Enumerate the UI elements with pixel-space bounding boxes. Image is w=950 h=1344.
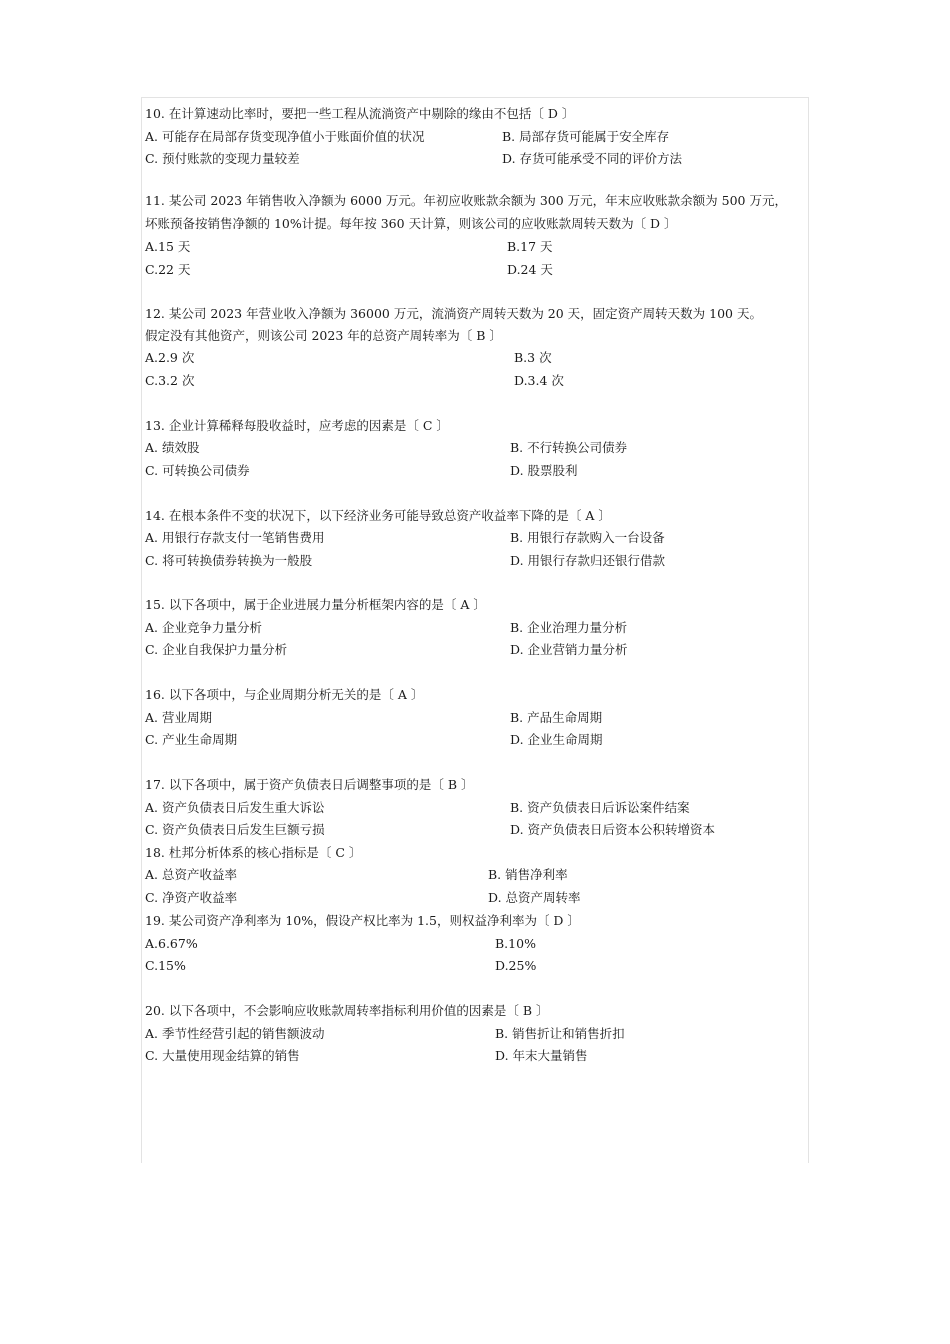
question-stem: 17. 以下各项中，属于资产负债表日后调整事项的是〔 B 〕	[145, 777, 474, 792]
option-d: D. 存货可能承受不同的评价方法	[502, 151, 683, 166]
option-b: B. 不行转换公司债券	[510, 440, 628, 455]
option-c: C. 大量使用现金结算的销售	[145, 1048, 300, 1063]
option-a: A. 营业周期	[145, 710, 212, 725]
question-stem: 14. 在根本条件不变的状况下，以下经济业务可能导致总资产收益率下降的是〔 A 〕	[145, 508, 611, 523]
option-c: C.22 天	[145, 262, 191, 277]
option-a: A. 可能存在局部存货变现净值小于账面价值的状况	[145, 129, 425, 144]
page-border-top	[141, 97, 809, 98]
option-a: A. 绩效股	[145, 440, 200, 455]
option-c: C. 可转换公司债券	[145, 463, 250, 478]
option-a: A.15 天	[145, 239, 191, 254]
option-d: D.24 天	[507, 262, 553, 277]
question-stem: 11. 某公司 2023 年销售收入净额为 6000 万元。年初应收账款余额为 300 万元，年末应收账款余额为 500 万元，	[145, 193, 787, 208]
option-a: A. 企业竞争力量分析	[145, 620, 262, 635]
option-c: C. 将可转换债券转换为一般股	[145, 553, 313, 568]
option-d: D. 年末大量销售	[495, 1048, 588, 1063]
question-stem: 13. 企业计算稀释每股收益时，应考虑的因素是〔 C 〕	[145, 418, 449, 433]
option-a: A.6.67%	[145, 936, 198, 951]
question-stem: 10. 在计算速动比率时，要把一些工程从流淌资产中剔除的缘由不包括〔 D 〕	[145, 106, 575, 121]
option-b: B.3 次	[514, 350, 552, 365]
option-d: D. 股票股利	[510, 463, 578, 478]
page-border-right	[808, 97, 809, 1163]
option-d: D. 资产负债表日后资本公积转增资本	[510, 822, 716, 837]
option-a: A. 季节性经营引起的销售额波动	[145, 1026, 325, 1041]
option-c: C. 预付账款的变现力量较差	[145, 151, 300, 166]
option-d: D. 企业生命周期	[510, 732, 603, 747]
option-d: D. 企业营销力量分析	[510, 642, 628, 657]
option-b: B. 用银行存款购入一台设备	[510, 530, 665, 545]
option-b: B. 销售净利率	[488, 867, 568, 882]
question-stem: 20. 以下各项中，不会影响应收账款周转率指标利用价值的因素是〔 B 〕	[145, 1003, 549, 1018]
question-stem: 15. 以下各项中，属于企业进展力量分析框架内容的是〔 A 〕	[145, 597, 486, 612]
option-d: D.25%	[495, 958, 537, 973]
option-a: A. 总资产收益率	[145, 867, 237, 882]
page-border-left	[141, 97, 142, 1163]
option-d: D. 用银行存款归还银行借款	[510, 553, 666, 568]
option-d: D.3.4 次	[514, 373, 564, 388]
option-b: B. 销售折让和销售折扣	[495, 1026, 625, 1041]
option-b: B.17 天	[507, 239, 553, 254]
option-c: C. 企业自我保护力量分析	[145, 642, 288, 657]
option-c: C. 资产负债表日后发生巨额亏损	[145, 822, 325, 837]
option-c: C. 产业生命周期	[145, 732, 238, 747]
question-stem: 12. 某公司 2023 年营业收入净额为 36000 万元，流淌资产周转天数为 20 天，固定资产周转天数为 100 天。	[145, 306, 762, 321]
question-stem-cont: 坏账预备按销售净额的 10%计提。每年按 360 天计算，则该公司的应收账款周转天数为〔 D 〕	[145, 216, 677, 231]
option-b: B. 局部存货可能属于安全库存	[502, 129, 670, 144]
option-c: C.3.2 次	[145, 373, 195, 388]
option-b: B.10%	[495, 936, 536, 951]
option-b: B. 产品生命周期	[510, 710, 603, 725]
question-stem: 19. 某公司资产净利率为 10%，假设产权比率为 1.5，则权益净利率为〔 D 〕	[145, 913, 580, 928]
question-stem-cont: 假定没有其他资产，则该公司 2023 年的总资产周转率为〔 B 〕	[145, 328, 502, 343]
option-a: A.2.9 次	[145, 350, 195, 365]
option-b: B. 企业治理力量分析	[510, 620, 628, 635]
option-c: C. 净资产收益率	[145, 890, 238, 905]
option-a: A. 资产负债表日后发生重大诉讼	[145, 800, 325, 815]
question-stem: 18. 杜邦分析体系的核心指标是〔 C 〕	[145, 845, 362, 860]
option-c: C.15%	[145, 958, 186, 973]
question-stem: 16. 以下各项中，与企业周期分析无关的是〔 A 〕	[145, 687, 424, 702]
option-a: A. 用银行存款支付一笔销售费用	[145, 530, 325, 545]
option-d: D. 总资产周转率	[488, 890, 581, 905]
option-b: B. 资产负债表日后诉讼案件结案	[510, 800, 690, 815]
